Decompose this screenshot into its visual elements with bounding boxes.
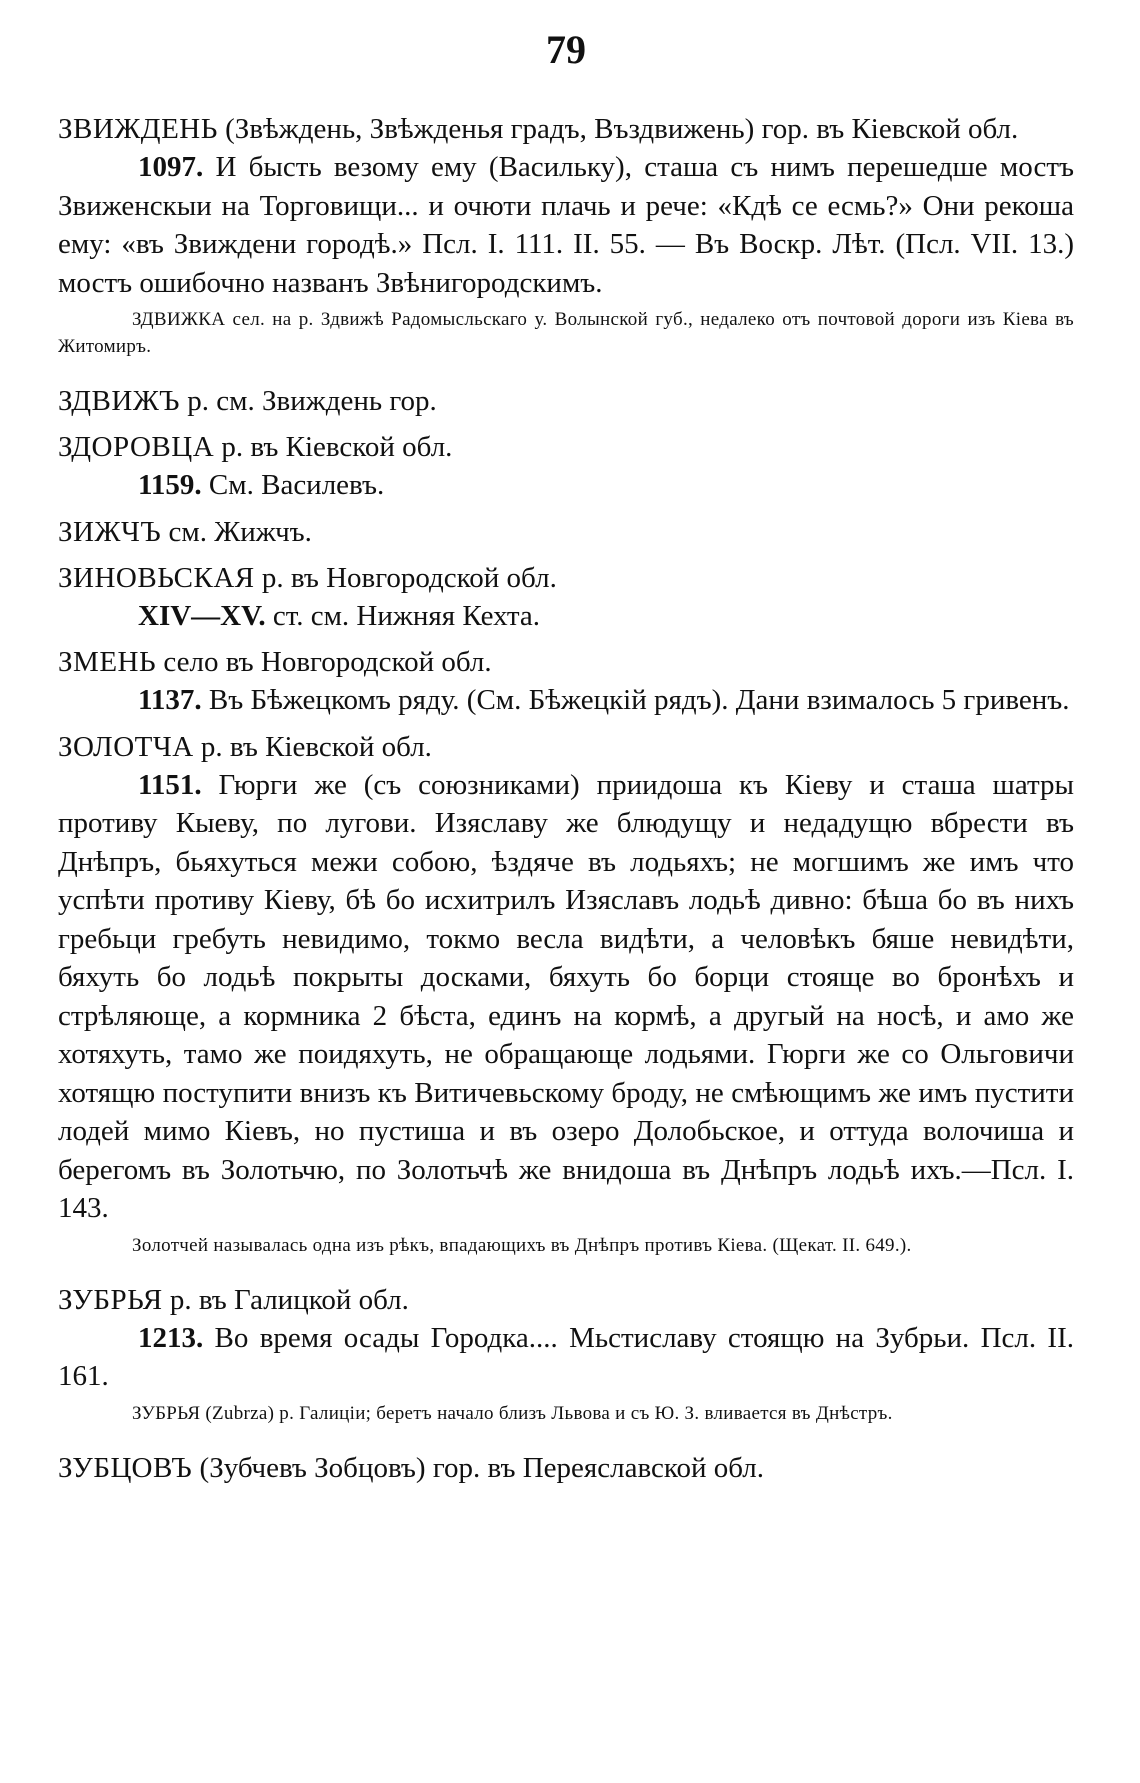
chronicle-quote xyxy=(58,466,1074,505)
chronicle-quote xyxy=(58,148,1074,302)
definition: см. Жижчъ. xyxy=(161,515,312,548)
definition: (Зубчевъ Зобцовъ) гор. въ Переяславской обл. xyxy=(192,1451,764,1484)
definition: р. въ Новгородской обл. xyxy=(254,561,557,594)
footnote: ЗУБРЬЯ (Zubrza) р. Галиціи; беретъ начало близъ Львова и съ Ю. З. вливается въ Днѣстръ. xyxy=(132,1402,893,1424)
headword: ЗУБРЬЯ xyxy=(58,1283,163,1316)
definition: р. въ Кіевской обл. xyxy=(214,431,453,463)
footnote: Золотчей называлась одна изъ рѣкъ, впадающихъ въ Днѣпръ противъ Кіева. (Щекат. II. 649.). xyxy=(132,1234,912,1256)
entry xyxy=(58,382,1074,420)
entry xyxy=(58,1281,1074,1427)
quote-text: ст. см. Нижняя Кехта. xyxy=(265,599,541,632)
definition: (Звѣждень, Звѣжденья градъ, Въздвижень) гор. въ Кіевской обл. xyxy=(217,113,1019,145)
entry xyxy=(58,1449,1074,1487)
entry-heading xyxy=(58,428,1074,466)
year: 1097. xyxy=(138,151,204,183)
chronicle-quote xyxy=(58,1319,1074,1396)
entry xyxy=(58,728,1074,1259)
definition: р. въ Галицкой обл. xyxy=(162,1283,409,1316)
entry-heading xyxy=(58,559,1074,597)
year: 1159. xyxy=(138,469,202,501)
headword: ЗДВИЖЪ xyxy=(58,385,181,417)
year: XIV—XV. xyxy=(138,599,266,632)
chronicle-quote xyxy=(58,766,1074,1228)
chronicle-quote xyxy=(58,681,1074,720)
headword: ЗМЕНЬ xyxy=(58,646,157,678)
entry-heading xyxy=(58,110,1074,148)
definition: р. въ Кіевской обл. xyxy=(193,730,432,763)
chronicle-quote xyxy=(58,597,1074,636)
headword: ЗИЖЧЪ xyxy=(58,515,162,548)
entry-heading xyxy=(58,382,1074,420)
entry-heading xyxy=(58,643,1074,681)
entry xyxy=(58,513,1074,551)
page-number: 79 xyxy=(546,27,586,72)
headword: ЗИНОВЬСКАЯ xyxy=(58,561,255,594)
footnote: ЗДВИЖКА сел. на р. Здвижѣ Радомысльскаго у. Волынской губ., недалеко отъ почтовой дороги изъ Кіева въ Житомиръ. xyxy=(58,309,1074,357)
headword: ЗОЛОТЧА xyxy=(58,730,194,763)
entry xyxy=(58,643,1074,720)
year: 1137. xyxy=(138,684,202,716)
entry-heading xyxy=(58,1449,1074,1487)
quote-text: Гюрги же (съ союзниками) приидоша къ Кіеву и сташа шатры противу Кыеву, по лугови. Изяславу же блюдущу и недадущю вбрести въ Днѣпръ, бьяхуться межи собою, ѣздяче въ лодьяхъ; не могшимъ же имъ что успѣти противу Кіеву, бѣ бо исхитрилъ Изяславъ лодьѣ дивно: бѣша бо въ нихъ гребьци гребуть невидимо, токмо весла видѣти, а человѣкъ бяше невидѣти, бяхуть бо лодьѣ покрыты досками, бяхуть бо борци стояще во бронѣхъ и стрѣляюще, а кормника 2 бѣста, единъ на кормѣ, а другый на носѣ, и амо же хотяхуть, тамо же поидяхуть, не обращающе лодьями. Гюрги же со Ольговичи хотящю поступити внизъ къ Витичевьскому броду, не смѣющимъ же имъ пустити лодей мимо Кіевъ, но пустиша и въ озеро Долобьское, и оттуда волочиша и берегомъ въ Золотьчю, по Золотьчѣ же внидоша въ Днѣпръ лодьѣ ихъ.—Псл. I. 143. xyxy=(58,768,1074,1224)
entry-heading xyxy=(58,513,1074,551)
definition: р. см. Звиждень гор. xyxy=(180,385,437,417)
headword: ЗДОРОВЦА xyxy=(58,431,215,463)
quote-text: И бысть везому ему (Васильку), сташа съ нимъ перешедше мостъ Звиженскыи на Торговищи... и очюти плачь и рече: «Кдѣ се есмь?» Они рекоша ему: «въ Звиждени городѣ.» Псл. I. 111. II. 55. — Въ Воскр. Лѣт. (Псл. VII. 13.) мостъ ошибочно названъ Звѣнигородскимъ. xyxy=(58,151,1074,299)
year: 1213. xyxy=(138,1321,204,1354)
quote-text: См. Василевъ. xyxy=(201,469,385,501)
definition: село въ Новгородской обл. xyxy=(156,646,492,678)
headword: ЗВИЖДЕНЬ xyxy=(58,113,218,145)
quote-text: Во время осады Городка.... Мьстиславу стоящю на Зубрьи. Псл. II. 161. xyxy=(58,1321,1074,1392)
entry-heading xyxy=(58,728,1074,766)
entry xyxy=(58,559,1074,636)
entry-heading xyxy=(58,1281,1074,1319)
entry xyxy=(58,110,1074,360)
year: 1151. xyxy=(138,768,202,801)
headword: ЗУБЦОВЪ xyxy=(58,1451,193,1484)
entry xyxy=(58,428,1074,505)
quote-text: Въ Бѣжецкомъ ряду. (См. Бѣжецкій рядъ). Дани взималось 5 гривенъ. xyxy=(201,684,1070,716)
